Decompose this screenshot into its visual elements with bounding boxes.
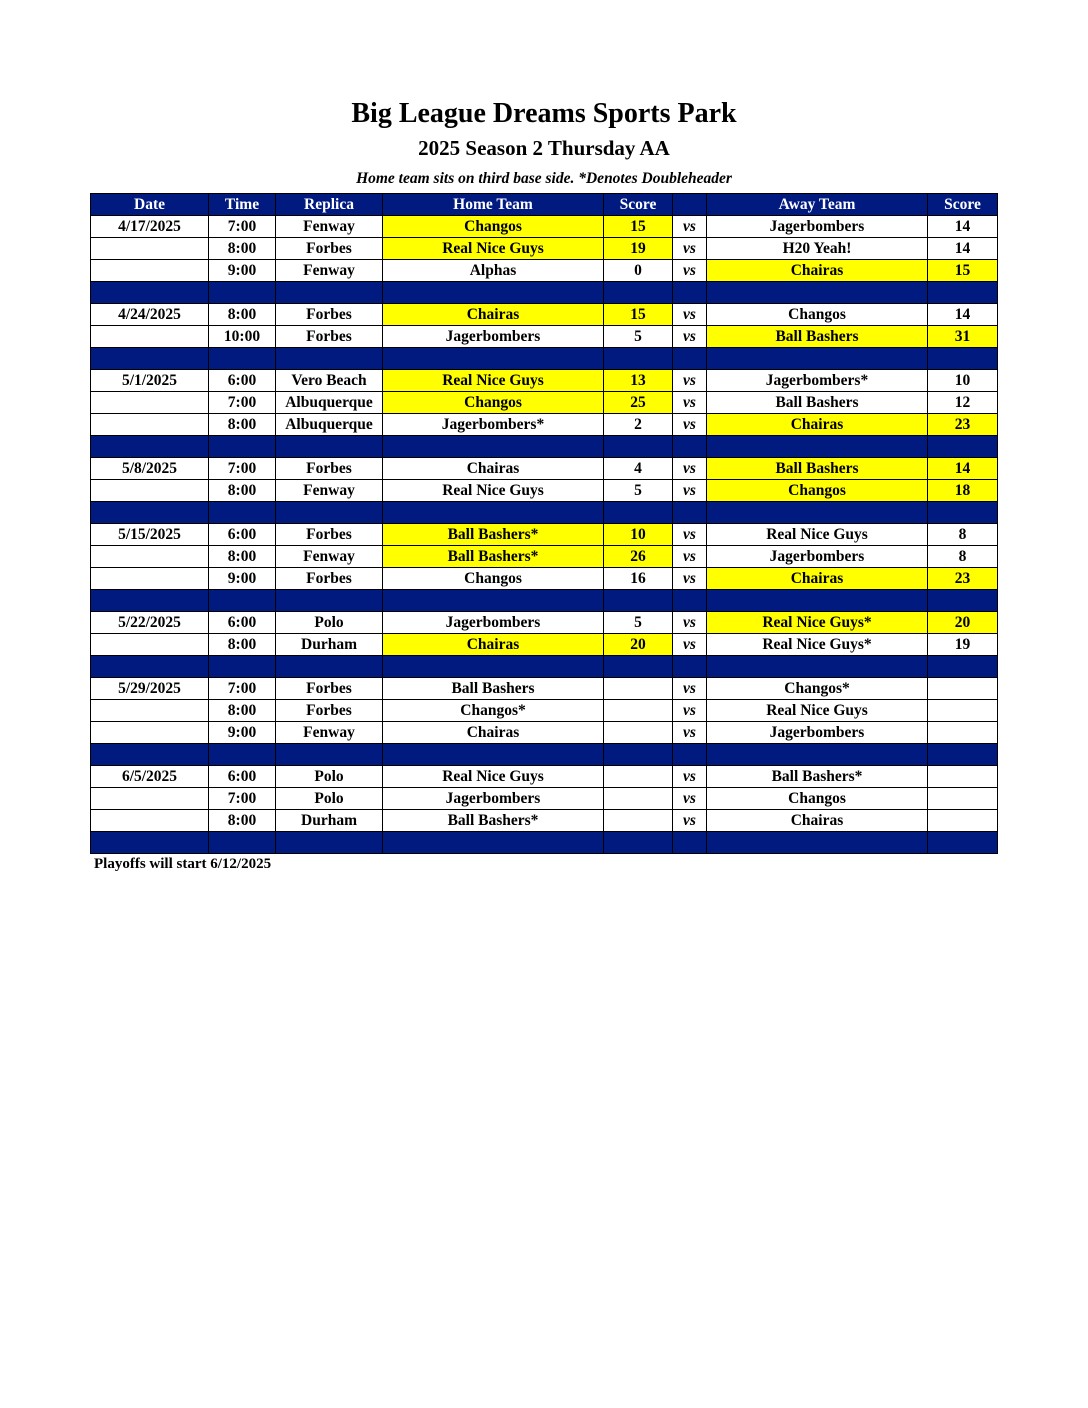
game-date xyxy=(91,326,209,348)
home-team: Jagerbombers xyxy=(383,612,604,634)
away-score: 31 xyxy=(928,326,998,348)
away-team: Chairas xyxy=(707,260,928,282)
away-team: Real Nice Guys* xyxy=(707,634,928,656)
away-team: Changos* xyxy=(707,678,928,700)
vs-label: vs xyxy=(673,524,707,546)
separator-cell xyxy=(604,348,673,370)
game-time: 6:00 xyxy=(209,766,276,788)
game-row xyxy=(91,304,998,326)
separator-cell xyxy=(91,744,209,766)
game-row xyxy=(91,766,998,788)
separator-cell xyxy=(928,282,998,304)
home-team: Jagerbombers* xyxy=(383,414,604,436)
separator-cell xyxy=(383,282,604,304)
separator-cell xyxy=(604,502,673,524)
separator-cell xyxy=(928,502,998,524)
week-separator-row xyxy=(91,348,998,370)
game-row xyxy=(91,326,998,348)
game-date xyxy=(91,238,209,260)
game-time: 8:00 xyxy=(209,304,276,326)
home-team: Real Nice Guys xyxy=(383,370,604,392)
game-time: 6:00 xyxy=(209,612,276,634)
vs-label: vs xyxy=(673,326,707,348)
game-date xyxy=(91,546,209,568)
separator-cell xyxy=(707,502,928,524)
away-team: Real Nice Guys xyxy=(707,700,928,722)
home-score: 20 xyxy=(604,634,673,656)
away-score: 14 xyxy=(928,216,998,238)
separator-cell xyxy=(209,832,276,854)
game-replica: Vero Beach xyxy=(276,370,383,392)
away-score: 10 xyxy=(928,370,998,392)
game-replica: Forbes xyxy=(276,678,383,700)
game-row xyxy=(91,700,998,722)
separator-cell xyxy=(91,502,209,524)
col-header-replica: Replica xyxy=(276,194,383,216)
away-score: 8 xyxy=(928,524,998,546)
away-score: 15 xyxy=(928,260,998,282)
game-time: 6:00 xyxy=(209,370,276,392)
vs-label: vs xyxy=(673,392,707,414)
home-team: Changos xyxy=(383,216,604,238)
game-row xyxy=(91,546,998,568)
separator-cell xyxy=(209,656,276,678)
vs-label: vs xyxy=(673,700,707,722)
game-replica: Forbes xyxy=(276,238,383,260)
game-time: 8:00 xyxy=(209,634,276,656)
game-date: 4/24/2025 xyxy=(91,304,209,326)
vs-label: vs xyxy=(673,480,707,502)
game-replica: Polo xyxy=(276,766,383,788)
col-header-away-team: Away Team xyxy=(707,194,928,216)
separator-cell xyxy=(604,744,673,766)
vs-label: vs xyxy=(673,568,707,590)
separator-cell xyxy=(91,832,209,854)
col-header-home-score: Score xyxy=(604,194,673,216)
separator-cell xyxy=(673,832,707,854)
schedule-table xyxy=(90,193,998,854)
week-separator-row xyxy=(91,436,998,458)
away-score: 19 xyxy=(928,634,998,656)
away-team: Changos xyxy=(707,480,928,502)
home-score: 5 xyxy=(604,480,673,502)
separator-cell xyxy=(383,502,604,524)
game-time: 7:00 xyxy=(209,678,276,700)
separator-cell xyxy=(707,744,928,766)
home-score: 2 xyxy=(604,414,673,436)
separator-cell xyxy=(91,590,209,612)
separator-cell xyxy=(673,744,707,766)
game-row xyxy=(91,238,998,260)
separator-cell xyxy=(604,590,673,612)
vs-label: vs xyxy=(673,304,707,326)
game-row xyxy=(91,370,998,392)
separator-cell xyxy=(383,656,604,678)
home-score: 13 xyxy=(604,370,673,392)
away-score: 14 xyxy=(928,458,998,480)
home-team: Real Nice Guys xyxy=(383,480,604,502)
schedule-note: Home team sits on third base side. *Denotes Doubleheader xyxy=(356,170,732,187)
home-score: 0 xyxy=(604,260,673,282)
separator-cell xyxy=(928,348,998,370)
game-row xyxy=(91,414,998,436)
week-separator-row xyxy=(91,832,998,854)
game-replica: Forbes xyxy=(276,700,383,722)
game-replica: Durham xyxy=(276,634,383,656)
home-team: Ball Bashers* xyxy=(383,546,604,568)
separator-cell xyxy=(707,590,928,612)
away-score xyxy=(928,766,998,788)
separator-cell xyxy=(276,502,383,524)
away-score: 14 xyxy=(928,238,998,260)
game-date: 5/22/2025 xyxy=(91,612,209,634)
game-date xyxy=(91,700,209,722)
home-score: 4 xyxy=(604,458,673,480)
separator-cell xyxy=(383,348,604,370)
game-row xyxy=(91,678,998,700)
col-header-away-score: Score xyxy=(928,194,998,216)
game-replica: Forbes xyxy=(276,458,383,480)
home-team: Real Nice Guys xyxy=(383,238,604,260)
game-row xyxy=(91,568,998,590)
separator-cell xyxy=(604,832,673,854)
away-team: Chairas xyxy=(707,810,928,832)
game-date xyxy=(91,414,209,436)
home-score xyxy=(604,700,673,722)
away-team: H20 Yeah! xyxy=(707,238,928,260)
away-team: Real Nice Guys* xyxy=(707,612,928,634)
separator-cell xyxy=(383,744,604,766)
game-row xyxy=(91,810,998,832)
game-time: 8:00 xyxy=(209,414,276,436)
separator-cell xyxy=(383,590,604,612)
game-time: 9:00 xyxy=(209,260,276,282)
home-score: 15 xyxy=(604,304,673,326)
week-separator-row xyxy=(91,656,998,678)
away-score xyxy=(928,722,998,744)
game-row xyxy=(91,722,998,744)
separator-cell xyxy=(209,348,276,370)
game-row xyxy=(91,480,998,502)
vs-label: vs xyxy=(673,546,707,568)
game-date xyxy=(91,568,209,590)
separator-cell xyxy=(673,502,707,524)
separator-cell xyxy=(707,656,928,678)
home-team: Real Nice Guys xyxy=(383,766,604,788)
home-score xyxy=(604,678,673,700)
away-score xyxy=(928,700,998,722)
away-team: Real Nice Guys xyxy=(707,524,928,546)
separator-cell xyxy=(209,590,276,612)
game-date: 4/17/2025 xyxy=(91,216,209,238)
separator-cell xyxy=(276,744,383,766)
game-date xyxy=(91,634,209,656)
away-team: Chairas xyxy=(707,414,928,436)
game-date xyxy=(91,392,209,414)
game-time: 8:00 xyxy=(209,700,276,722)
separator-cell xyxy=(209,282,276,304)
separator-cell xyxy=(673,656,707,678)
vs-label: vs xyxy=(673,238,707,260)
separator-cell xyxy=(209,744,276,766)
game-row xyxy=(91,260,998,282)
home-team: Chairas xyxy=(383,458,604,480)
game-time: 6:00 xyxy=(209,524,276,546)
separator-cell xyxy=(928,656,998,678)
home-team: Ball Bashers xyxy=(383,678,604,700)
away-team: Jagerbombers* xyxy=(707,370,928,392)
away-score: 8 xyxy=(928,546,998,568)
col-header-home-team: Home Team xyxy=(383,194,604,216)
week-separator-row xyxy=(91,590,998,612)
separator-cell xyxy=(209,502,276,524)
home-score: 10 xyxy=(604,524,673,546)
away-team: Ball Bashers xyxy=(707,326,928,348)
home-team: Jagerbombers xyxy=(383,788,604,810)
separator-cell xyxy=(209,436,276,458)
away-score xyxy=(928,678,998,700)
home-team: Jagerbombers xyxy=(383,326,604,348)
game-time: 7:00 xyxy=(209,216,276,238)
separator-cell xyxy=(673,590,707,612)
game-date xyxy=(91,260,209,282)
separator-cell xyxy=(707,832,928,854)
game-replica: Durham xyxy=(276,810,383,832)
separator-cell xyxy=(928,590,998,612)
week-separator-row xyxy=(91,502,998,524)
schedule-body xyxy=(91,216,998,854)
away-team: Jagerbombers xyxy=(707,216,928,238)
separator-cell xyxy=(707,436,928,458)
game-date: 5/29/2025 xyxy=(91,678,209,700)
home-score: 16 xyxy=(604,568,673,590)
away-score: 23 xyxy=(928,414,998,436)
away-team: Changos xyxy=(707,788,928,810)
separator-cell xyxy=(91,656,209,678)
home-team: Ball Bashers* xyxy=(383,810,604,832)
vs-label: vs xyxy=(673,612,707,634)
separator-cell xyxy=(383,436,604,458)
game-time: 7:00 xyxy=(209,392,276,414)
separator-cell xyxy=(383,832,604,854)
header-row xyxy=(91,194,998,216)
vs-label: vs xyxy=(673,458,707,480)
away-score xyxy=(928,788,998,810)
away-team: Chairas xyxy=(707,568,928,590)
game-date xyxy=(91,722,209,744)
game-replica: Fenway xyxy=(276,260,383,282)
away-score xyxy=(928,810,998,832)
separator-cell xyxy=(604,436,673,458)
game-row xyxy=(91,788,998,810)
game-replica: Forbes xyxy=(276,568,383,590)
home-team: Ball Bashers* xyxy=(383,524,604,546)
separator-cell xyxy=(673,436,707,458)
away-score: 12 xyxy=(928,392,998,414)
game-date: 5/8/2025 xyxy=(91,458,209,480)
game-time: 7:00 xyxy=(209,788,276,810)
vs-label: vs xyxy=(673,810,707,832)
home-score: 15 xyxy=(604,216,673,238)
separator-cell xyxy=(91,348,209,370)
game-replica: Polo xyxy=(276,612,383,634)
game-date: 5/15/2025 xyxy=(91,524,209,546)
home-score xyxy=(604,722,673,744)
home-score: 5 xyxy=(604,612,673,634)
col-header-time: Time xyxy=(209,194,276,216)
game-row xyxy=(91,458,998,480)
away-score: 18 xyxy=(928,480,998,502)
separator-cell xyxy=(276,590,383,612)
game-row xyxy=(91,392,998,414)
separator-cell xyxy=(707,282,928,304)
away-team: Ball Bashers xyxy=(707,458,928,480)
vs-label: vs xyxy=(673,766,707,788)
game-date xyxy=(91,810,209,832)
vs-label: vs xyxy=(673,634,707,656)
col-header-date: Date xyxy=(91,194,209,216)
vs-label: vs xyxy=(673,260,707,282)
away-score: 20 xyxy=(928,612,998,634)
game-row xyxy=(91,612,998,634)
page-subtitle: 2025 Season 2 Thursday AA xyxy=(418,136,670,160)
game-time: 8:00 xyxy=(209,480,276,502)
game-replica: Fenway xyxy=(276,216,383,238)
separator-cell xyxy=(604,282,673,304)
vs-label: vs xyxy=(673,722,707,744)
game-time: 9:00 xyxy=(209,722,276,744)
game-time: 10:00 xyxy=(209,326,276,348)
separator-cell xyxy=(928,436,998,458)
week-separator-row xyxy=(91,744,998,766)
home-team: Chairas xyxy=(383,722,604,744)
game-time: 8:00 xyxy=(209,238,276,260)
home-team: Changos* xyxy=(383,700,604,722)
home-team: Chairas xyxy=(383,634,604,656)
separator-cell xyxy=(928,832,998,854)
separator-cell xyxy=(707,348,928,370)
vs-label: vs xyxy=(673,216,707,238)
game-replica: Polo xyxy=(276,788,383,810)
separator-cell xyxy=(673,282,707,304)
separator-cell xyxy=(928,744,998,766)
game-replica: Albuquerque xyxy=(276,414,383,436)
home-team: Changos xyxy=(383,392,604,414)
separator-cell xyxy=(604,656,673,678)
away-team: Ball Bashers xyxy=(707,392,928,414)
home-score xyxy=(604,788,673,810)
home-score: 5 xyxy=(604,326,673,348)
game-date xyxy=(91,480,209,502)
separator-cell xyxy=(91,282,209,304)
game-replica: Forbes xyxy=(276,524,383,546)
game-time: 9:00 xyxy=(209,568,276,590)
vs-label: vs xyxy=(673,678,707,700)
game-row xyxy=(91,216,998,238)
away-score: 23 xyxy=(928,568,998,590)
vs-label: vs xyxy=(673,370,707,392)
col-header-vs xyxy=(673,194,707,216)
game-replica: Fenway xyxy=(276,722,383,744)
home-team: Chairas xyxy=(383,304,604,326)
home-score xyxy=(604,810,673,832)
separator-cell xyxy=(276,656,383,678)
game-replica: Forbes xyxy=(276,304,383,326)
game-time: 8:00 xyxy=(209,810,276,832)
separator-cell xyxy=(276,832,383,854)
game-replica: Fenway xyxy=(276,480,383,502)
game-row xyxy=(91,634,998,656)
game-date xyxy=(91,788,209,810)
game-time: 7:00 xyxy=(209,458,276,480)
playoffs-note: Playoffs will start 6/12/2025 xyxy=(94,856,272,872)
game-date: 5/1/2025 xyxy=(91,370,209,392)
game-date: 6/5/2025 xyxy=(91,766,209,788)
separator-cell xyxy=(91,436,209,458)
away-team: Jagerbombers xyxy=(707,722,928,744)
home-score: 25 xyxy=(604,392,673,414)
week-separator-row xyxy=(91,282,998,304)
game-row xyxy=(91,524,998,546)
game-time: 8:00 xyxy=(209,546,276,568)
home-score: 19 xyxy=(604,238,673,260)
away-team: Changos xyxy=(707,304,928,326)
separator-cell xyxy=(276,282,383,304)
away-team: Jagerbombers xyxy=(707,546,928,568)
away-team: Ball Bashers* xyxy=(707,766,928,788)
separator-cell xyxy=(276,348,383,370)
home-team: Changos xyxy=(383,568,604,590)
game-replica: Forbes xyxy=(276,326,383,348)
home-score: 26 xyxy=(604,546,673,568)
game-replica: Albuquerque xyxy=(276,392,383,414)
vs-label: vs xyxy=(673,414,707,436)
separator-cell xyxy=(276,436,383,458)
separator-cell xyxy=(673,348,707,370)
vs-label: vs xyxy=(673,788,707,810)
home-score xyxy=(604,766,673,788)
game-replica: Fenway xyxy=(276,546,383,568)
home-team: Alphas xyxy=(383,260,604,282)
page-title: Big League Dreams Sports Park xyxy=(351,98,737,129)
away-score: 14 xyxy=(928,304,998,326)
